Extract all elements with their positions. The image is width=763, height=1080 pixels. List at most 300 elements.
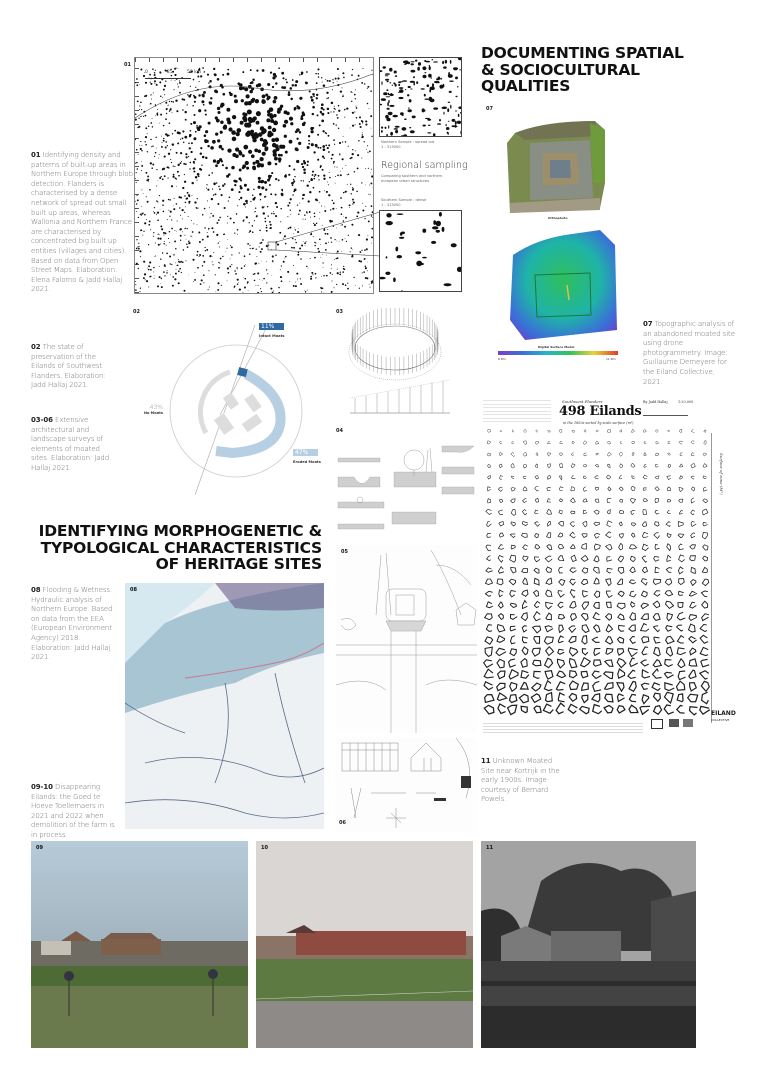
built-up-blob bbox=[266, 282, 267, 283]
poster-scale: 1:20,000 bbox=[678, 400, 694, 404]
eiland-shape bbox=[522, 521, 528, 525]
eiland-shape bbox=[511, 509, 515, 515]
eiland-shape bbox=[488, 430, 491, 433]
eiland-shape bbox=[581, 671, 588, 677]
built-up-blob bbox=[273, 120, 278, 125]
eiland-shape bbox=[523, 452, 527, 456]
built-up-blob bbox=[153, 211, 154, 212]
sample-blob bbox=[393, 278, 396, 283]
eiland-shape bbox=[703, 488, 707, 492]
built-up-blob bbox=[159, 177, 161, 179]
built-up-blob bbox=[256, 69, 258, 71]
eiland-shape bbox=[704, 430, 706, 433]
figure-number-02: 02 bbox=[133, 309, 140, 315]
built-up-blob bbox=[156, 169, 157, 170]
inset-leader-lines bbox=[260, 200, 385, 260]
eiland-shape bbox=[680, 429, 682, 432]
built-up-blob bbox=[160, 96, 162, 98]
built-up-blob bbox=[217, 78, 220, 81]
eiland-shape bbox=[677, 681, 685, 690]
eiland-shape bbox=[534, 568, 539, 573]
built-up-blob bbox=[268, 126, 272, 130]
built-up-blob bbox=[230, 259, 231, 260]
built-up-blob bbox=[185, 163, 187, 165]
built-up-blob bbox=[369, 185, 370, 186]
tree-ring-survey-drawing bbox=[340, 308, 460, 423]
eiland-shape bbox=[631, 533, 635, 537]
built-up-blob bbox=[328, 144, 330, 146]
eiland-shape bbox=[592, 694, 600, 702]
built-up-blob bbox=[144, 222, 146, 224]
dsm-label: Digital Surface Model bbox=[538, 345, 575, 349]
built-up-blob bbox=[363, 271, 365, 273]
eiland-shape bbox=[654, 648, 661, 656]
eiland-shape bbox=[654, 556, 659, 561]
built-up-blob bbox=[347, 191, 348, 192]
eiland-shape bbox=[521, 659, 527, 668]
built-up-blob bbox=[197, 251, 199, 253]
built-up-blob bbox=[182, 98, 184, 100]
eiland-shape bbox=[521, 682, 529, 689]
eiland-shape bbox=[500, 453, 503, 456]
poster-footnote bbox=[483, 721, 643, 733]
built-up-blob bbox=[157, 114, 159, 116]
built-up-blob bbox=[164, 94, 165, 95]
built-up-blob bbox=[244, 265, 246, 267]
eiland-shape bbox=[667, 499, 670, 502]
built-up-blob bbox=[337, 272, 339, 274]
preservation-diagram bbox=[150, 325, 330, 495]
built-up-blob bbox=[178, 259, 179, 260]
built-up-blob bbox=[209, 207, 210, 208]
caption-number: 01 bbox=[31, 151, 41, 159]
sample-blob bbox=[386, 89, 388, 91]
eiland-shape bbox=[630, 658, 638, 667]
sample-blob bbox=[383, 66, 386, 68]
built-up-blob bbox=[321, 276, 322, 277]
built-up-blob bbox=[207, 236, 209, 238]
sample-blob bbox=[388, 93, 389, 96]
built-up-blob bbox=[329, 80, 331, 82]
eiland-shape bbox=[568, 704, 577, 713]
built-up-blob bbox=[296, 273, 298, 275]
built-up-blob bbox=[339, 142, 341, 144]
partner-logo bbox=[651, 719, 663, 729]
built-up-blob bbox=[362, 272, 363, 273]
built-up-blob bbox=[231, 254, 232, 255]
built-up-blob bbox=[145, 127, 147, 129]
built-up-blob bbox=[338, 110, 340, 112]
sample-blob bbox=[410, 130, 415, 133]
eiland-shape bbox=[499, 499, 502, 502]
built-up-blob bbox=[281, 280, 283, 282]
built-up-blob bbox=[296, 138, 298, 140]
built-up-blob bbox=[219, 188, 221, 190]
built-up-blob bbox=[207, 189, 209, 191]
built-up-blob bbox=[347, 174, 348, 175]
built-up-blob bbox=[331, 291, 333, 293]
eiland-shape bbox=[485, 614, 493, 620]
built-up-blob bbox=[216, 292, 217, 293]
built-up-blob bbox=[355, 89, 356, 90]
built-up-blob bbox=[215, 132, 218, 135]
eiland-shape bbox=[583, 510, 587, 514]
built-up-blob bbox=[211, 172, 213, 174]
built-up-blob bbox=[310, 278, 312, 280]
built-up-blob bbox=[163, 140, 165, 142]
eiland-shape bbox=[536, 453, 538, 456]
built-up-blob bbox=[184, 290, 186, 292]
built-up-blob bbox=[352, 112, 354, 114]
built-up-blob bbox=[144, 214, 146, 216]
built-up-blob bbox=[199, 241, 201, 243]
built-up-blob bbox=[328, 194, 330, 196]
figure-number-05: 05 bbox=[341, 549, 348, 555]
no-moats-percentage: 43% bbox=[149, 404, 163, 411]
built-up-blob bbox=[327, 80, 329, 82]
built-up-blob bbox=[367, 86, 369, 88]
built-up-blob bbox=[310, 276, 312, 278]
sample-blob bbox=[446, 124, 447, 126]
eiland-shape bbox=[595, 476, 599, 479]
built-up-blob bbox=[198, 109, 201, 112]
eiland-shape bbox=[691, 476, 695, 479]
built-up-blob bbox=[254, 220, 255, 221]
built-up-blob bbox=[246, 94, 250, 98]
built-up-blob bbox=[253, 162, 256, 165]
built-up-blob bbox=[219, 217, 221, 219]
built-up-blob bbox=[213, 68, 215, 70]
eiland-shape bbox=[606, 545, 612, 550]
built-up-blob bbox=[318, 179, 319, 180]
built-up-blob bbox=[292, 185, 294, 187]
built-up-blob bbox=[205, 157, 207, 159]
built-up-blob bbox=[136, 78, 138, 80]
built-up-blob bbox=[166, 272, 167, 273]
sample-blob bbox=[385, 73, 390, 75]
built-up-blob bbox=[327, 181, 328, 182]
built-up-blob bbox=[342, 168, 343, 169]
eiland-shape bbox=[484, 669, 494, 678]
eiland-shape bbox=[582, 534, 587, 538]
built-up-blob bbox=[299, 131, 301, 133]
eiland-shape bbox=[691, 430, 694, 433]
built-up-blob bbox=[218, 186, 220, 188]
poster-kicker: Southwest Flanders bbox=[562, 399, 603, 404]
built-up-blob bbox=[229, 93, 232, 96]
built-up-blob bbox=[135, 139, 136, 141]
built-up-blob bbox=[194, 96, 197, 99]
built-up-blob bbox=[193, 161, 195, 163]
sample-blob bbox=[432, 59, 433, 60]
built-up-blob bbox=[283, 87, 285, 89]
built-up-blob bbox=[262, 143, 266, 147]
built-up-blob bbox=[331, 102, 334, 105]
built-up-blob bbox=[221, 148, 224, 151]
built-up-blob bbox=[200, 75, 202, 77]
built-up-blob bbox=[153, 232, 154, 233]
built-up-blob bbox=[306, 266, 308, 268]
built-up-blob bbox=[324, 293, 325, 294]
built-up-blob bbox=[262, 128, 267, 133]
built-up-blob bbox=[220, 104, 223, 107]
sample-blob bbox=[449, 81, 454, 82]
built-up-blob bbox=[185, 228, 186, 229]
eiland-shape bbox=[560, 453, 563, 456]
eiland-shape bbox=[653, 601, 660, 608]
built-up-blob bbox=[196, 254, 198, 256]
built-up-blob bbox=[238, 282, 239, 283]
historic-moated-site-photo bbox=[481, 841, 696, 1048]
built-up-blob bbox=[154, 256, 155, 257]
built-up-blob bbox=[192, 231, 194, 233]
built-up-blob bbox=[244, 278, 246, 280]
built-up-blob bbox=[342, 72, 344, 74]
built-up-blob bbox=[137, 247, 138, 248]
built-up-blob bbox=[183, 163, 185, 165]
built-up-blob bbox=[289, 140, 293, 144]
built-up-blob bbox=[254, 280, 256, 282]
partner-logo bbox=[669, 719, 679, 727]
built-up-blob bbox=[342, 283, 344, 285]
built-up-blob bbox=[170, 274, 171, 275]
built-up-blob bbox=[227, 239, 228, 240]
built-up-blob bbox=[202, 239, 204, 241]
eiland-shape bbox=[655, 498, 659, 503]
built-up-blob bbox=[164, 156, 166, 158]
eiland-shape bbox=[691, 522, 696, 527]
built-up-blob bbox=[159, 72, 161, 74]
built-up-blob bbox=[245, 161, 249, 165]
built-up-blob bbox=[310, 130, 313, 133]
built-up-blob bbox=[340, 90, 342, 92]
eiland-shape bbox=[486, 568, 493, 572]
built-up-blob bbox=[136, 182, 137, 183]
built-up-blob bbox=[237, 82, 240, 85]
built-up-blob bbox=[225, 167, 228, 170]
built-up-blob bbox=[320, 147, 322, 149]
built-up-blob bbox=[262, 152, 266, 156]
built-up-blob bbox=[262, 280, 263, 281]
built-up-blob bbox=[356, 106, 357, 107]
built-up-blob bbox=[333, 291, 334, 292]
elevation-color-scale bbox=[498, 351, 618, 355]
built-up-blob bbox=[373, 182, 374, 184]
eiland-shape bbox=[594, 660, 602, 666]
eiland-shape bbox=[512, 430, 514, 432]
built-up-blob bbox=[136, 149, 138, 151]
built-up-blob bbox=[217, 111, 220, 114]
built-up-blob bbox=[249, 230, 251, 232]
caption-11 bbox=[481, 757, 566, 805]
eiland-shape bbox=[702, 692, 709, 704]
built-up-blob bbox=[189, 147, 191, 149]
eiland-shape bbox=[534, 637, 540, 644]
built-up-blob bbox=[326, 92, 328, 94]
built-up-blob bbox=[179, 80, 180, 81]
sample-label-line: 1 : 313000 bbox=[381, 203, 401, 207]
eiland-shape bbox=[582, 602, 589, 610]
built-up-blob bbox=[137, 127, 139, 129]
built-up-blob bbox=[160, 238, 162, 240]
sample-blob bbox=[433, 107, 438, 109]
eiland-shape bbox=[619, 522, 622, 526]
built-up-blob bbox=[146, 179, 148, 181]
built-up-blob bbox=[259, 193, 262, 196]
sample-blob bbox=[383, 92, 388, 95]
eiland-shape bbox=[510, 683, 517, 692]
built-up-blob bbox=[261, 186, 264, 189]
sample-blob bbox=[445, 60, 447, 64]
built-up-blob bbox=[227, 267, 229, 269]
eiland-shape bbox=[640, 706, 650, 714]
built-up-blob bbox=[200, 283, 202, 285]
built-up-blob bbox=[337, 175, 339, 177]
eiland-shape bbox=[560, 464, 563, 468]
eiland-shape bbox=[534, 671, 541, 678]
built-up-blob bbox=[175, 177, 177, 179]
built-up-blob bbox=[308, 268, 309, 269]
built-up-blob bbox=[135, 281, 136, 282]
eiland-shape bbox=[619, 452, 623, 456]
built-up-blob bbox=[194, 101, 196, 103]
built-up-blob bbox=[330, 111, 331, 112]
built-up-blob bbox=[325, 79, 326, 80]
built-up-blob bbox=[278, 67, 280, 69]
eiland-shape bbox=[617, 579, 622, 585]
built-up-blob bbox=[232, 115, 236, 119]
sample-blob bbox=[395, 126, 400, 128]
built-up-blob bbox=[373, 74, 374, 76]
eiland-shape bbox=[619, 476, 622, 479]
built-up-blob bbox=[318, 73, 320, 75]
sample-blob bbox=[427, 132, 431, 133]
built-up-blob bbox=[137, 101, 139, 103]
built-up-blob bbox=[322, 155, 324, 157]
built-up-blob bbox=[319, 191, 321, 193]
sample-blob bbox=[389, 68, 392, 72]
built-up-blob bbox=[331, 280, 332, 281]
built-up-blob bbox=[218, 242, 219, 243]
built-up-blob bbox=[219, 246, 220, 247]
eiland-shape bbox=[607, 464, 610, 468]
eiland-shape bbox=[572, 453, 575, 456]
eiland-shape bbox=[594, 625, 600, 632]
eiland-shape bbox=[581, 658, 591, 667]
eiland-shape bbox=[534, 590, 539, 596]
built-up-blob bbox=[245, 206, 246, 207]
built-up-blob bbox=[168, 105, 169, 106]
built-up-blob bbox=[156, 185, 157, 186]
eiland-shape bbox=[499, 590, 504, 597]
eiland-shape bbox=[487, 487, 491, 491]
eiland-shape bbox=[569, 626, 576, 633]
built-up-blob bbox=[318, 76, 320, 78]
eiland-shape bbox=[558, 659, 565, 668]
built-up-blob bbox=[337, 77, 339, 79]
eroded-percentage: 47% bbox=[293, 449, 318, 456]
eiland-shape bbox=[641, 579, 647, 586]
sample-blob bbox=[422, 257, 427, 259]
built-up-blob bbox=[210, 146, 214, 150]
eiland-shape bbox=[498, 510, 503, 515]
built-up-blob bbox=[167, 145, 168, 146]
built-up-blob bbox=[265, 189, 267, 191]
built-up-blob bbox=[162, 252, 163, 253]
built-up-blob bbox=[348, 174, 349, 175]
built-up-blob bbox=[258, 180, 261, 183]
built-up-blob bbox=[346, 107, 348, 109]
eiland-shape bbox=[522, 533, 528, 537]
built-up-blob bbox=[373, 187, 374, 188]
built-up-blob bbox=[222, 93, 225, 96]
eiland-shapes-grid bbox=[481, 425, 711, 730]
eiland-shape bbox=[546, 647, 554, 656]
built-up-blob bbox=[271, 275, 272, 276]
built-up-blob bbox=[147, 151, 148, 152]
sample-blob bbox=[423, 125, 426, 127]
built-up-blob bbox=[208, 174, 210, 176]
caption-text: The state of preservation of the Eilands of Southwest Flanders. Elaboration: Jadd Hallaj 2021. bbox=[31, 343, 106, 390]
sample-blob bbox=[442, 227, 445, 232]
caption-number: 02 bbox=[31, 343, 41, 351]
built-up-blob bbox=[202, 265, 203, 266]
built-up-blob bbox=[184, 228, 185, 229]
built-up-blob bbox=[308, 135, 310, 137]
built-up-blob bbox=[351, 101, 352, 102]
eiland-shape bbox=[570, 590, 575, 598]
sample-blob bbox=[456, 110, 457, 112]
eiland-shape bbox=[594, 533, 600, 538]
caption-03-06 bbox=[31, 416, 117, 474]
eiland-shape bbox=[592, 637, 599, 642]
built-up-blob bbox=[281, 72, 284, 75]
eiland-shape bbox=[582, 649, 588, 655]
eiland-shape bbox=[592, 671, 601, 678]
built-up-blob bbox=[180, 261, 182, 263]
built-up-blob bbox=[242, 292, 243, 293]
built-up-blob bbox=[199, 81, 200, 82]
built-up-blob bbox=[145, 279, 146, 280]
caption-number: 07 bbox=[643, 320, 653, 328]
built-up-blob bbox=[206, 140, 209, 143]
built-up-blob bbox=[315, 144, 318, 147]
built-up-blob bbox=[335, 183, 336, 184]
sample-blob bbox=[448, 121, 450, 122]
built-up-blob bbox=[184, 111, 186, 113]
eiland-shape bbox=[700, 647, 708, 655]
built-up-blob bbox=[331, 158, 333, 160]
eiland-shape bbox=[569, 659, 576, 668]
built-up-blob bbox=[262, 69, 265, 72]
eiland-shape bbox=[571, 487, 575, 491]
built-up-blob bbox=[171, 264, 172, 265]
built-up-blob bbox=[175, 248, 177, 250]
eiland-shape bbox=[572, 476, 576, 479]
built-up-blob bbox=[314, 176, 315, 177]
eiland-shape bbox=[702, 614, 709, 621]
built-up-blob bbox=[284, 120, 288, 124]
eiland-shape bbox=[486, 509, 492, 514]
built-up-blob bbox=[173, 205, 174, 206]
built-up-blob bbox=[203, 274, 205, 276]
eiland-shape bbox=[582, 636, 587, 644]
built-up-blob bbox=[302, 194, 304, 196]
intact-moats-label bbox=[259, 313, 284, 338]
built-up-blob bbox=[204, 247, 205, 248]
built-up-blob bbox=[163, 243, 165, 245]
digital-surface-model-image bbox=[505, 225, 620, 345]
